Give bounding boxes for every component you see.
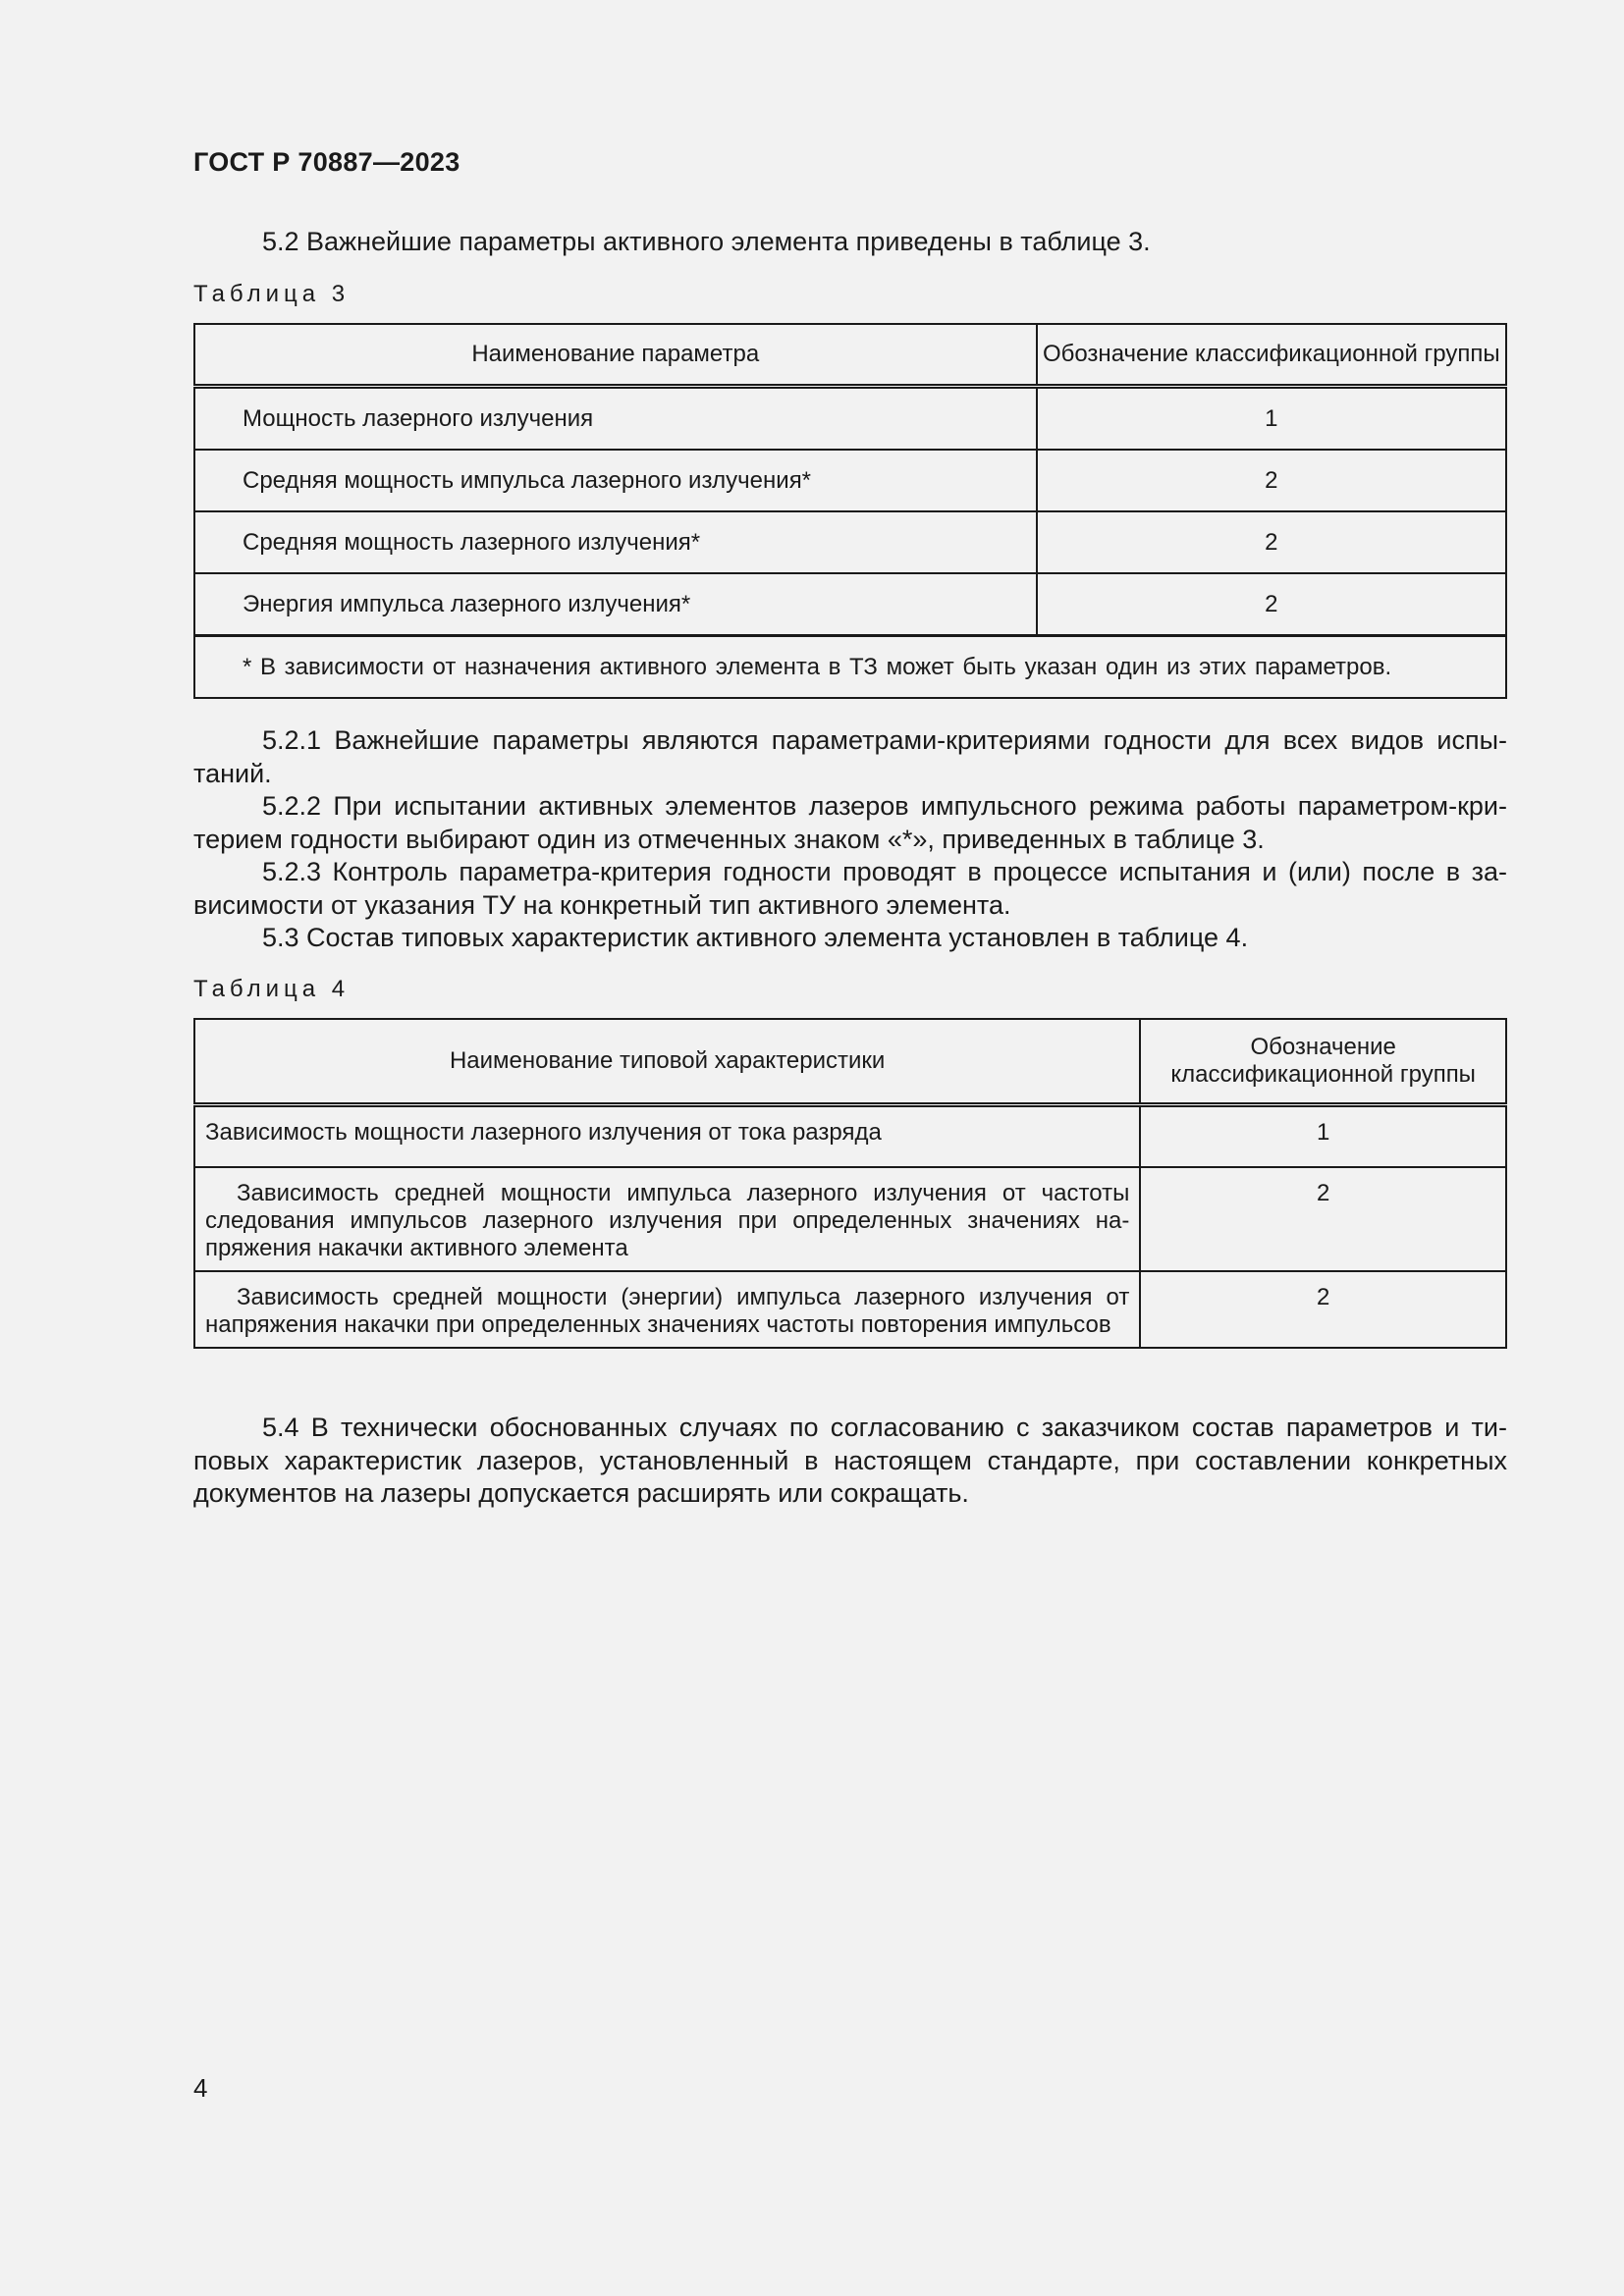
paragraph-5-3: 5.3 Состав типовых характеристик активного элемента установлен в таблице 4. bbox=[262, 923, 1249, 952]
table3-header-group: Обозначение классификационной группы bbox=[1037, 324, 1506, 387]
table-row bbox=[194, 573, 1506, 636]
standard-code: ГОСТ Р 70887—2023 bbox=[193, 147, 460, 177]
param-group: 2 bbox=[1037, 450, 1506, 511]
param-name: Мощность лазерного излучения bbox=[194, 387, 1037, 451]
table-row bbox=[194, 450, 1506, 511]
param-name: Средняя мощность лазерного излучения* bbox=[194, 511, 1037, 573]
paragraph-5-4: 5.4 В технически обоснованных случаях по согласованию с заказчиком состав параметров и типовых характеристик лазеров, установленный в настоящем стандарте, при составлении конкретных документов на лазеры допускается расширять или сокращать. bbox=[193, 1413, 1507, 1508]
characteristic-group: 2 bbox=[1140, 1167, 1506, 1271]
page-number: 4 bbox=[193, 2073, 208, 2103]
table3-header-name: Наименование параметра bbox=[194, 324, 1037, 387]
characteristic-name: Зависимость средней мощности (энергии) импульса лазерного излучения от напряжения накачки при определенных значениях частоты повторения импульсов bbox=[194, 1271, 1140, 1348]
param-group: 2 bbox=[1037, 573, 1506, 636]
table4-caption: Таблица 4 bbox=[193, 976, 351, 1002]
table3-footnote: * В зависимости от назначения активного элемента в ТЗ может быть указан один из этих параметров. bbox=[194, 636, 1506, 699]
param-group: 1 bbox=[1037, 387, 1506, 451]
paragraph-5-2: 5.2 Важнейшие параметры активного элемента приведены в таблице 3. bbox=[262, 227, 1151, 256]
table-row bbox=[194, 1271, 1506, 1348]
paragraph-5-2-1: 5.2.1 Важнейшие параметры являются параметрами-критериями годности для всех видов испытаний. bbox=[193, 725, 1507, 788]
table-row bbox=[194, 511, 1506, 573]
characteristic-name: Зависимость средней мощности импульса лазерного излучения от частоты следования импульсов лазерного излучения при определенных значениях напряжения накачки активного элемента bbox=[194, 1167, 1140, 1271]
table3-caption: Таблица 3 bbox=[193, 281, 351, 307]
characteristic-name: Зависимость мощности лазерного излучения от тока разряда bbox=[194, 1105, 1140, 1168]
paragraph-5-2-3: 5.2.3 Контроль параметра-критерия годности проводят в процессе испытания и (или) после в зависимости от указания ТУ на конкретный тип активного элемента. bbox=[193, 857, 1507, 920]
table-row bbox=[194, 1167, 1506, 1271]
table-4 bbox=[193, 1018, 1507, 1349]
param-name: Средняя мощность импульса лазерного излучения* bbox=[194, 450, 1037, 511]
paragraph-block-5-2-x bbox=[193, 724, 1507, 955]
table-note-row bbox=[194, 636, 1506, 699]
characteristic-group: 2 bbox=[1140, 1271, 1506, 1348]
table4-header-name: Наименование типовой характеристики bbox=[194, 1019, 1140, 1105]
param-name: Энергия импульса лазерного излучения* bbox=[194, 573, 1037, 636]
table-row bbox=[194, 1105, 1506, 1168]
param-group: 2 bbox=[1037, 511, 1506, 573]
characteristic-group: 1 bbox=[1140, 1105, 1506, 1168]
table-row bbox=[194, 387, 1506, 451]
table4-header-group: Обозначение классификационной группы bbox=[1140, 1019, 1506, 1105]
table-3 bbox=[193, 323, 1507, 699]
paragraph-5-2-2: 5.2.2 При испытании активных элементов лазеров импульсного режима работы параметром-критерием годности выбирают один из отмеченных знаком «*», приведенных в таблице 3. bbox=[193, 791, 1507, 854]
